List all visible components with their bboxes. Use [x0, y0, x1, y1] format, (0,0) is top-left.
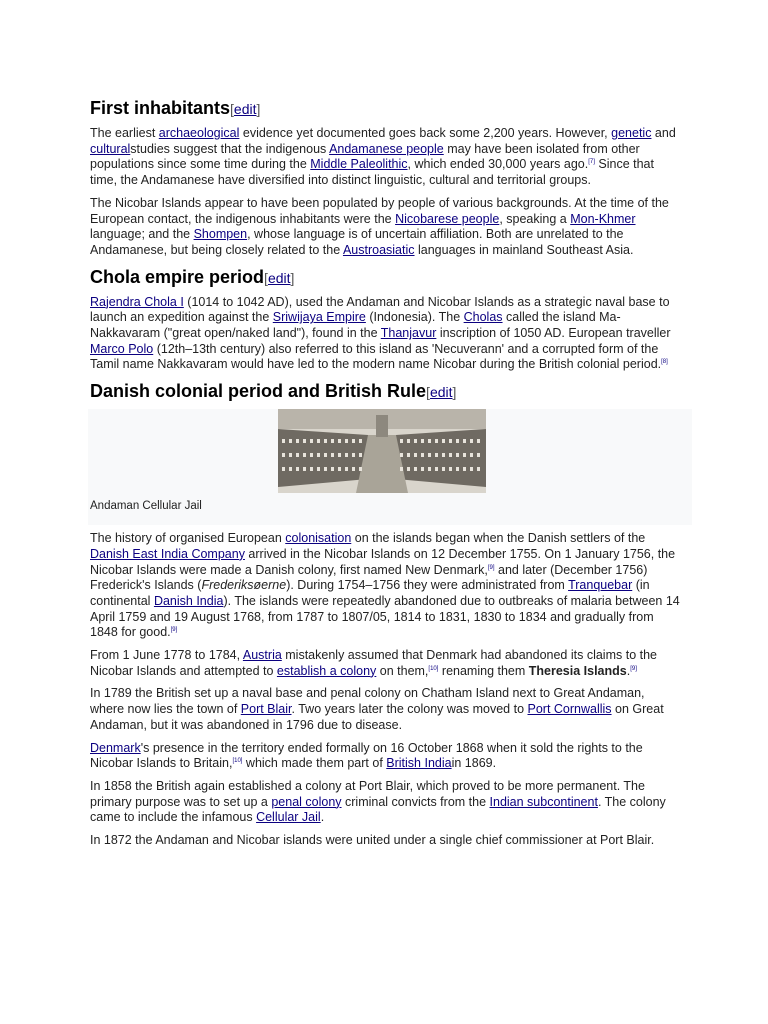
- link-penal-colony[interactable]: penal colony: [271, 794, 342, 809]
- link-marco-polo[interactable]: Marco Polo: [90, 341, 154, 356]
- link-british-india[interactable]: British India: [386, 756, 452, 771]
- section-heading-danish-colonial-period-and-british-rule: [90, 380, 680, 403]
- reference-link[interactable]: [10]: [428, 665, 439, 672]
- edit-link[interactable]: edit: [267, 269, 291, 286]
- link-port-cornwallis[interactable]: Port Cornwallis: [527, 702, 612, 717]
- reference-link[interactable]: [9]: [630, 665, 637, 672]
- paragraph-danish-colonial-period-and-british-rule-4: Denmark's presence in the territory ended formally on 16 October 1868 when it sold the rights to the Nicobar Islands to Britain,[10] which made them part of British Indiain 1869.: [90, 740, 643, 771]
- link-port-blair[interactable]: Port Blair: [240, 702, 292, 717]
- link-thanjavur[interactable]: Thanjavur: [380, 326, 437, 341]
- bold-text: Theresia Islands: [528, 663, 627, 678]
- link-sriwijaya-empire[interactable]: Sriwijaya Empire: [272, 310, 366, 325]
- link-austria[interactable]: Austria: [242, 648, 282, 663]
- reference-link[interactable]: [9]: [170, 627, 178, 634]
- italic-text: Frederiksøerne: [201, 578, 287, 593]
- link-danish-india[interactable]: Danish India: [153, 593, 224, 608]
- link-cholas[interactable]: Cholas: [463, 310, 503, 325]
- link-indian-subcontinent[interactable]: Indian subcontinent: [489, 794, 598, 809]
- link-andamanese-people[interactable]: Andamanese people: [329, 141, 444, 156]
- paragraph-danish-colonial-period-and-british-rule-5: In 1858 the British again established a colony at Port Blair, which proved to be more permanent. The primary purpose was to set up a penal colony criminal convicts from the Indian subcontinent. The colony came to include the infamous Cellular Jail.: [90, 778, 666, 825]
- section-title: Danish colonial period and British Rule: [90, 381, 427, 402]
- paragraph-first-inhabitants-2: The Nicobar Islands appear to have been populated by people of various backgrounds. At the time of the European contact, the indigenous inhabitants were the Nicobarese people, speaking a Mon-Khmer language; and the Shompen, whose language is of uncertain affiliation. Both are unrelated to the Andamanese, but being closely related to the Austroasiatic languages in mainland Southeast Asia.: [90, 195, 669, 257]
- article-body: [90, 97, 680, 856]
- section-heading-chola-empire-period: [90, 266, 680, 289]
- link-genetic[interactable]: genetic: [611, 126, 652, 140]
- paragraph-danish-colonial-period-and-british-rule-3: In 1789 the British set up a naval base and penal colony on Chatham Island next to Great Andaman, where now lies the town of Port Blair. Two years later the colony was moved to Port Cornwallis on Great Andaman, but it was abandoned in 1796 due to disease.: [90, 686, 664, 732]
- link-cultural[interactable]: cultural: [90, 141, 131, 156]
- reference-link[interactable]: [7]: [588, 159, 595, 166]
- link-cellular-jail[interactable]: Cellular Jail: [256, 810, 321, 825]
- link-mon-khmer[interactable]: Mon-Khmer: [570, 211, 636, 226]
- paragraph-danish-colonial-period-and-british-rule-2: From 1 June 1778 to 1784, Austria mistakenly assumed that Denmark had abandoned its claims to the Nicobar Islands and attempted to establish a colony on them,[10] renaming them Theresia Islands.[9]: [90, 648, 657, 678]
- edit-link[interactable]: edit: [429, 384, 453, 401]
- edit-section-link: [edit]: [230, 101, 261, 117]
- link-rajendra-chola-i[interactable]: Rajendra Chola I: [90, 294, 184, 309]
- link-shompen[interactable]: Shompen: [193, 227, 248, 242]
- edit-section-link: [edit]: [426, 384, 457, 401]
- paragraph-chola-empire-period-1: Rajendra Chola I (1014 to 1042 AD), used the Andaman and Nicobar Islands as a strategic naval base to launch an expedition against the Sriwijaya Empire (Indonesia). The Cholas called the island Ma-Nakkavaram ("great open/naked land"), found in the Thanjavur inscription of 1050 AD. European traveller Marco Polo (12th–13th century) also referred to this island as 'Necuverann' and a corrupted form of the Tamil name Nakkavaram would have led to the modern name Nicobar during the British colonial period.[8]: [90, 294, 671, 372]
- reference-link[interactable]: [10]: [232, 758, 243, 765]
- section-heading-first-inhabitants: [90, 97, 680, 120]
- link-tranquebar[interactable]: Tranquebar: [568, 578, 633, 593]
- link-austroasiatic[interactable]: Austroasiatic: [342, 242, 415, 257]
- figure-caption: Andaman Cellular Jail: [90, 500, 202, 513]
- figure-cellular-jail: [88, 409, 692, 525]
- section-title: First inhabitants: [90, 98, 231, 118]
- cellular-jail-photo[interactable]: [278, 409, 486, 493]
- link-middle-paleolithic[interactable]: Middle Paleolithic: [310, 157, 408, 172]
- link-archaeological[interactable]: archaeological: [158, 126, 240, 140]
- edit-link[interactable]: edit: [233, 101, 257, 117]
- paragraph-first-inhabitants-1: The earliest archaeological evidence yet documented goes back some 2,200 years. However, genetic and culturalstudies suggest that the indigenous Andamanese people may have been isolated from other populations since some time during the Middle Paleolithic, which ended 30,000 years ago.[7] Since that time, the Andamanese have diversified into distinct linguistic, cultural and territorial groups.: [90, 126, 676, 188]
- link-nicobarese-people[interactable]: Nicobarese people: [395, 211, 500, 226]
- edit-section-link: [edit]: [264, 269, 295, 286]
- link-denmark[interactable]: Denmark: [90, 740, 141, 755]
- reference-link[interactable]: [9]: [487, 564, 495, 571]
- section-title: Chola empire period: [90, 266, 265, 287]
- paragraph-danish-colonial-period-and-british-rule-6: In 1872 the Andaman and Nicobar islands were united under a single chief commissioner at Port Blair.: [90, 833, 655, 848]
- paragraph-danish-colonial-period-and-british-rule-1: The history of organised European colonisation on the islands began when the Danish settlers of the Danish East India Company arrived in the Nicobar Islands on 12 December 1755. On 1 January 1756, the Nicobar Islands were made a Danish colony, first named New Denmark,[9] and later (December 1756) Frederick's Islands (Frederiksøerne). During 1754–1756 they were administrated from Tranquebar (in continental Danish India). The islands were repeatedly abandoned due to outbreaks of malaria between 14 April 1759 and 19 August 1768, from 1787 to 1807/05, 1814 to 1831, 1830 to 1834 and gradually from 1848 for good.[9]: [90, 531, 680, 640]
- reference-link[interactable]: [8]: [661, 359, 668, 366]
- link-colonisation[interactable]: colonisation: [285, 531, 352, 546]
- link-establish-a-colony[interactable]: establish a colony: [276, 663, 377, 678]
- link-danish-east-india-company[interactable]: Danish East India Company: [90, 546, 245, 561]
